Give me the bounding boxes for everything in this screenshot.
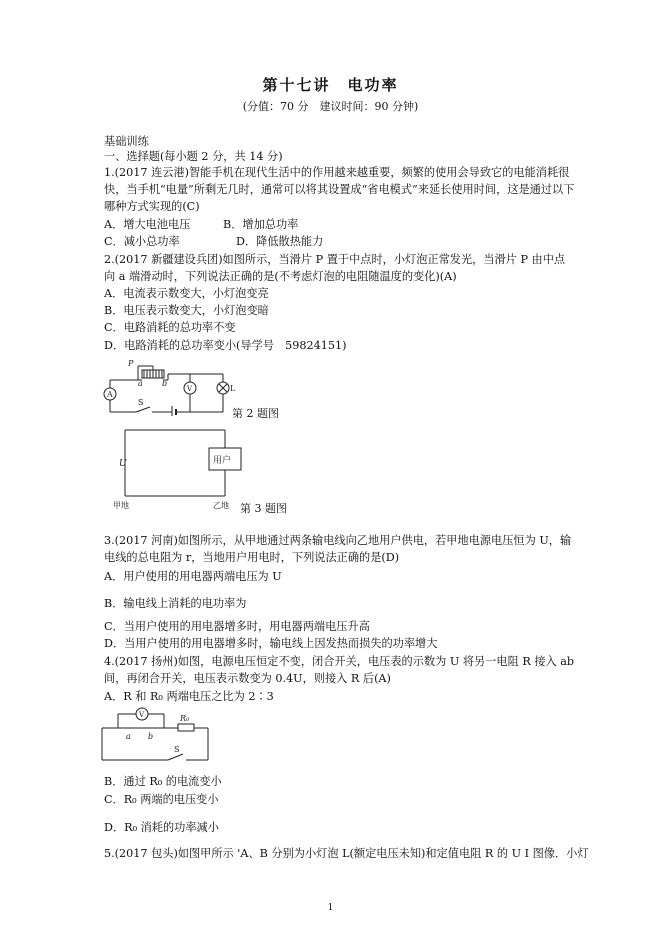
q4-fig-label-a: a (126, 732, 131, 741)
page-number: 1 (327, 903, 334, 913)
q4-option-b: B．通过 R₀ 的电流变小 (104, 775, 222, 788)
q3-option-b: B．输电线上消耗的电功率为 (104, 597, 247, 610)
q2-fig-label-ammeter: A (107, 390, 113, 399)
q3-line-2: 电线的总电阻为 r，当地用户用电时，下列说法正确的是(D) (104, 551, 400, 564)
q3-option-c: C．当用户使用的用电器增多时，用电器两端电压升高 (104, 620, 370, 633)
q2-circuit-diagram (98, 356, 238, 416)
q2-fig-label-lamp: L (230, 384, 236, 393)
q3-fig-label-right: 乙地 (213, 501, 229, 510)
q4-circuit-diagram (98, 704, 218, 770)
q2-fig-label-b: b (162, 379, 168, 388)
q3-option-d: D．当用户使用的用电器增多时，输电线上因发热而损失的功率增大 (104, 637, 438, 650)
q2-fig-label-switch: S (138, 398, 144, 407)
q4-line-2: 间，再闭合开关，电压表示数变为 0.4U，则接入 R 后(A) (104, 672, 391, 685)
q2-option-b: B．电压表示数变大，小灯泡变暗 (104, 304, 269, 317)
q2-line-2: 向 a 端滑动时，下列说法正确的是(不考虑灯泡的电阻随温度的变化)(A) (104, 270, 457, 283)
q3-fig-label-u: U (119, 459, 127, 469)
q1-line-1: 1.(2017 连云港)智能手机在现代生活中的作用越来越重要，频繁的使用会导致它的电能消耗很 (104, 166, 570, 179)
q2-fig-label-voltmeter: V (187, 385, 193, 393)
q2-option-a: A．电流表示数变大，小灯泡变亮 (104, 287, 269, 300)
q1-option-a: A．增大电池电压 (104, 218, 191, 231)
q4-fig-label-b: b (148, 732, 154, 741)
score-time-info: (分值：70 分 建议时间：90 分钟) (242, 100, 419, 113)
q3-figure-caption: 第 3 题图 (240, 502, 287, 515)
q3-fig-label-user: 用户 (213, 456, 232, 466)
q3-option-a: A．用户使用的用电器两端电压为 U (104, 570, 282, 583)
lesson-title: 第十七讲 电功率 (262, 76, 399, 94)
q5-line-1: 5.(2017 包头)如图甲所示 'A、B 分别为小灯泡 L(额定电压未知)和定值电阻 R 的 U I 图像．小灯 (104, 847, 589, 860)
q3-line-1: 3.(2017 河南)如图所示，从甲地通过两条输电线向乙地用户供电，若甲地电源电压恒为 U，输 (104, 534, 572, 547)
q2-fig-label-p: P (128, 359, 134, 368)
q3-transmission-diagram (105, 420, 255, 515)
q4-option-a: A．R 和 R₀ 两端电压之比为 2∶3 (104, 690, 274, 703)
q2-figure-caption: 第 2 题图 (232, 407, 279, 420)
part-heading: 一、选择题(每小题 2 分，共 14 分) (104, 150, 283, 163)
q1-option-d: D．降低散热能力 (236, 235, 324, 248)
q1-option-c: C．减小总功率 (104, 235, 180, 248)
q4-fig-label-voltmeter: V (139, 711, 145, 719)
q2-fig-label-a: a (138, 379, 143, 388)
q4-fig-label-switch: S (174, 745, 180, 754)
q4-option-c: C．R₀ 两端的电压变小 (104, 793, 219, 806)
q1-line-2: 快，当手机“电量”所剩无几时，通常可以将其设置成“省电模式”来延长使用时间，这是通过以下 (104, 183, 575, 196)
q3-fig-label-left: 甲地 (113, 501, 129, 510)
q2-line-1: 2.(2017 新疆建设兵团)如图所示，当滑片 P 置于中点时，小灯泡正常发光，当滑片 P 由中点 (104, 253, 566, 266)
q1-option-b: B．增加总功率 (223, 218, 299, 231)
q2-option-d: D．电路消耗的总功率变小(导学号 59824151) (104, 339, 347, 352)
section-name: 基础训练 (104, 135, 149, 148)
q4-line-1: 4.(2017 扬州)如图，电源电压恒定不变，闭合开关，电压表的示数为 U 将另一电阻 R 接入 ab (104, 655, 575, 668)
q2-option-c: C．电路消耗的总功率不变 (104, 321, 236, 334)
q4-fig-label-r0: R₀ (180, 714, 190, 723)
q4-option-d: D．R₀ 消耗的功率减小 (104, 821, 219, 834)
q1-line-3: 哪种方式实现的(C) (104, 200, 200, 213)
